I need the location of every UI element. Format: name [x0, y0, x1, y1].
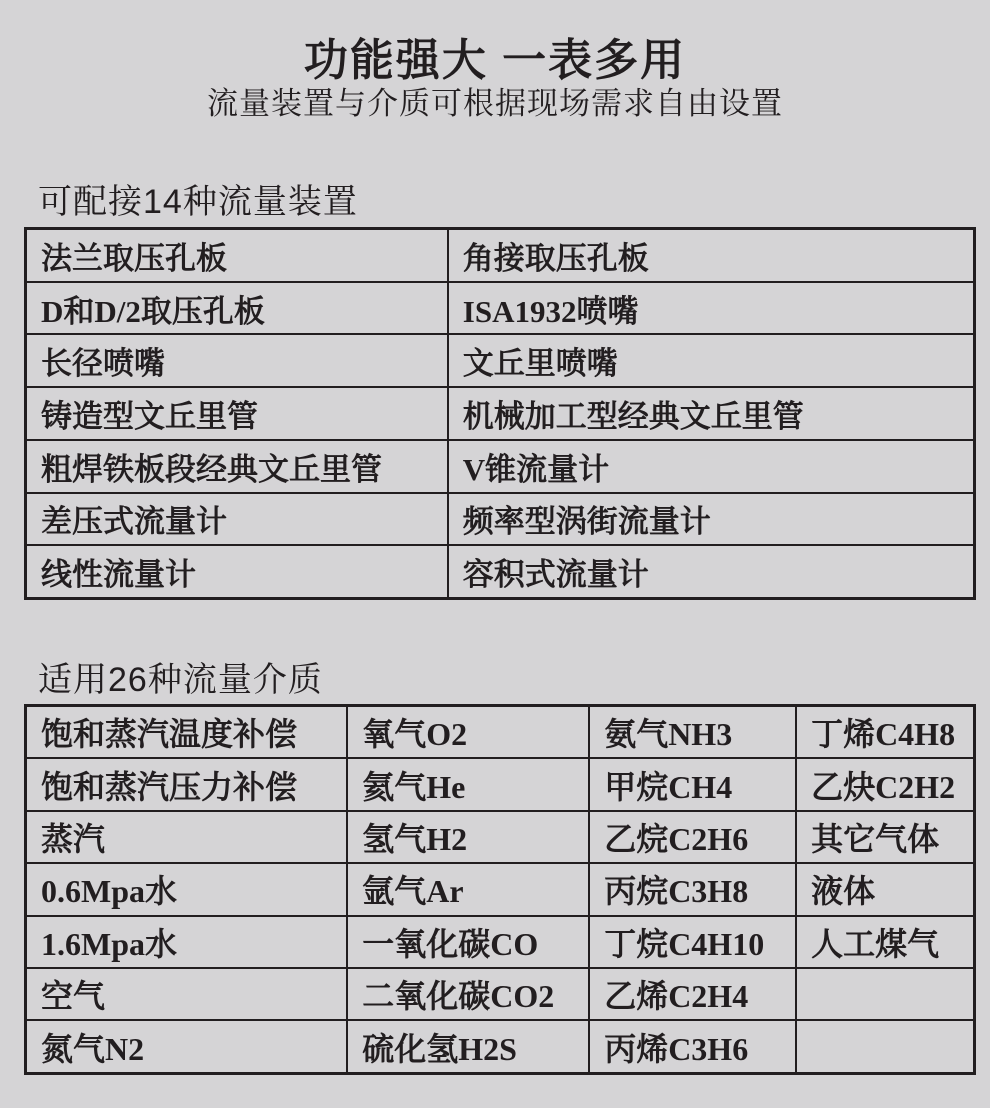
media-cell: 二氧化碳CO2 — [347, 968, 589, 1020]
table-row — [26, 334, 975, 387]
media-cell: 乙烯C2H4 — [589, 968, 796, 1020]
media-table — [24, 704, 976, 1075]
media-cell: 饱和蒸汽温度补偿 — [26, 706, 348, 759]
media-cell: 1.6Mpa水 — [26, 916, 348, 968]
page-title: 功能强大 一表多用 — [303, 36, 687, 85]
media-cell: 丙烷C3H8 — [589, 863, 796, 915]
table-row — [26, 229, 975, 282]
media-cell: 丁烯C4H8 — [796, 706, 974, 759]
media-cell: 氨气NH3 — [589, 706, 796, 759]
media-cell: 蒸汽 — [26, 811, 348, 863]
media-cell — [796, 1020, 974, 1073]
media-cell: 硫化氢H2S — [347, 1020, 589, 1073]
device-cell: 长径喷嘴 — [26, 334, 448, 387]
page-subtitle: 流量装置与介质可根据现场需求自由设置 — [207, 86, 783, 121]
media-cell: 人工煤气 — [796, 916, 974, 968]
media-cell: 饱和蒸汽压力补偿 — [26, 758, 348, 810]
table-row — [26, 811, 975, 863]
media-cell: 氦气He — [347, 758, 589, 810]
media-cell: 液体 — [796, 863, 974, 915]
media-cell: 乙烷C2H6 — [589, 811, 796, 863]
section-heading-devices: 可配接14种流量装置 — [38, 183, 358, 221]
table-row — [26, 863, 975, 915]
table-row — [26, 493, 975, 546]
table-row — [26, 545, 975, 598]
device-cell: 频率型涡街流量计 — [448, 493, 975, 546]
media-cell: 丙烯C3H6 — [589, 1020, 796, 1073]
media-cell: 氮气N2 — [26, 1020, 348, 1073]
table-row — [26, 440, 975, 493]
media-cell: 其它气体 — [796, 811, 974, 863]
device-cell: D和D/2取压孔板 — [26, 282, 448, 335]
table-row — [26, 968, 975, 1020]
table-row — [26, 1020, 975, 1073]
device-cell: 差压式流量计 — [26, 493, 448, 546]
device-cell: V锥流量计 — [448, 440, 975, 493]
media-cell: 一氧化碳CO — [347, 916, 589, 968]
media-cell: 丁烷C4H10 — [589, 916, 796, 968]
media-cell: 乙炔C2H2 — [796, 758, 974, 810]
section-heading-media: 适用26种流量介质 — [38, 661, 323, 699]
media-cell: 氢气H2 — [347, 811, 589, 863]
device-cell: 角接取压孔板 — [448, 229, 975, 282]
device-cell: ISA1932喷嘴 — [448, 282, 975, 335]
device-cell: 机械加工型经典文丘里管 — [448, 387, 975, 440]
devices-table — [24, 227, 976, 600]
device-cell: 铸造型文丘里管 — [26, 387, 448, 440]
media-cell: 0.6Mpa水 — [26, 863, 348, 915]
device-cell: 文丘里喷嘴 — [448, 334, 975, 387]
table-row — [26, 758, 975, 810]
media-cell: 氧气O2 — [347, 706, 589, 759]
table-row — [26, 916, 975, 968]
table-row — [26, 387, 975, 440]
device-cell: 法兰取压孔板 — [26, 229, 448, 282]
device-cell: 容积式流量计 — [448, 545, 975, 598]
media-cell: 甲烷CH4 — [589, 758, 796, 810]
media-cell: 氩气Ar — [347, 863, 589, 915]
media-cell: 空气 — [26, 968, 348, 1020]
device-cell: 粗焊铁板段经典文丘里管 — [26, 440, 448, 493]
table-row — [26, 282, 975, 335]
table-row — [26, 706, 975, 759]
device-cell: 线性流量计 — [26, 545, 448, 598]
media-cell — [796, 968, 974, 1020]
